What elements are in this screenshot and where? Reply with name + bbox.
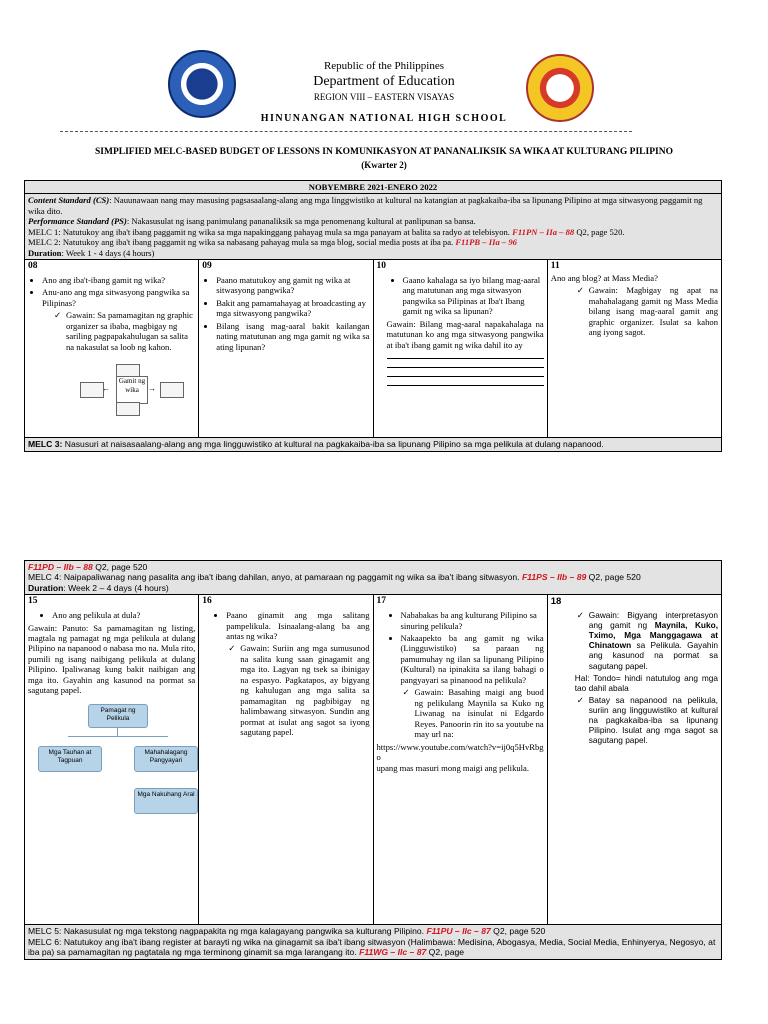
lesson-table-week1 xyxy=(24,180,722,452)
melc5-6-row: MELC 5: Nakasusulat ng mga tekstong nagpapakita ng mga kalagayang pangwika sa kulturang Pilipino. F11PU – IIc – 87 Q2, page 520 MELC 6: Natutukoy ang iba't ibang register at barayti ng wika na ginagamit sa iba't ibang sitwasyon (Halimbawa: Medisina, Abogasya, Media, Social Media, Enhinyerya, Negosyo, at iba pa) sa pamamagitan ng pagtatala ng mga terminong ginamit sa mga larangang ito. F11WG – IIc – 87 Q2, page xyxy=(25,925,722,959)
day-08-cell: 08 • Ano ang iba't-ibang gamit ng wika? • Anu-ano ang mga sitwasyong pangwika sa Pilipinas? ✓ Gawain: Sa pamamagitan ng graphic organizer sa ibaba, magbigay ng sariling pagpapakahulugan sa salita na nakasulat sa loob ng kahon. Gamit ng wika ← → xyxy=(25,260,199,438)
republic-line: Republic of the Philippines xyxy=(323,60,445,72)
lesson-table-week2 xyxy=(24,560,722,960)
day-16-cell: 16 • Paano ginamit ang mga salitang pampelikula. Isinaalang-alang ba ang antas ng wika? ✓ Gawain: Suriin ang mga sumusunod na salita kung saan ginagamit ang mga ito. Lagyan ng tsek sa ibinigay na espasyo. Pagkatapos, ay bigyang ng kahulugan ang mga salita sa pamamagitan ng pagbibigay ng halimbawang sitwasyon. Sundin ang pormat at isulat ang sagot sa iyong sagutang papel. xyxy=(199,595,373,925)
month-header: NOBYEMBRE 2021-ENERO 2022 xyxy=(25,181,722,194)
quarter-label: (Kwarter 2) xyxy=(361,160,407,170)
melc3-row: MELC 3: Nasusuri at naisasaalang-alang ang mga lingguwistiko at kultural na pagkakaiba-iba sa lipunang Pilipino sa mga pelikula at dulang napanood. xyxy=(25,438,722,451)
film-organizer-diagram: Pamagat ng Pelikula Mga Tauhan at Tagpuan Mahahalagang Pangyayari Mga Nakuhang Aral xyxy=(28,696,195,826)
youtube-link[interactable]: https://www.youtube.com/watch?v=ij0q5HvRbgo xyxy=(376,741,544,763)
standards-cell: Content Standard (CS): Nauunawaan nang may masusing pagsasaalang-alang ang mga linggwistiko at kultural na katangian at pagkakaiba-iba sa lipunang Pilipino at mga sitwasyong paggamit ng wika dito. Performance Standard (PS): Nakasusulat ng isang panimulang pananaliksik sa mga penomenang kultural at panlipunan sa bansa. MELC 1: Natutukoy ang iba't ibang paggamit ng wika sa mga napakinggang pahayag mula sa mga panayam at balita sa radyo at telebisyon. F11PN – IIa – 88 Q2, page 520. MELC 2: Natutukoy ang iba't ibang paggamit ng wika sa nabasang pahayag mula sa mga blog, social media posts at iba pa. F11PB – IIa – 96 Duration: Week 1 - 4 days (4 hours) xyxy=(25,194,722,260)
melc4-cell: F11PD – IIb – 88 Q2, page 520 MELC 4: Naipapaliwanag nang pasalita ang iba't ibang dahilan, anyo, at pamaraan ng paggamit ng wika sa iba't ibang sitwasyon. F11PS – IIb – 89 Q2, page 520 Duration: Week 2 – 4 days (4 hours) xyxy=(25,561,722,595)
region-line: REGION VIII – EASTERN VISAYAS xyxy=(313,92,455,102)
day-17-cell: 17 • Nababakas ba ang kulturang Pilipino sa sinuring pelikula? • Nakaapekto ba ang gamit ng wika (Lingguwistiko) sa paraan ng pamumuhay ng ilan sa lipunang Pilipino (Kultural) na ipinakita sa ilang bahagi o pangyayari sa pinanood na pelikula? ✓ Gawain: Basahing maigi ang buod ng pelikulang Maynila sa Kuko ng Liwanag na isinulat ni Edgardo Reyes. Panoorin rin ito sa youtube na may url na: https://www.youtube.com/watch?v=ij0q5HvRbgo upang mas masuri mong maigi ang pelikula. xyxy=(373,595,547,925)
header-divider xyxy=(60,131,632,132)
day-11-cell: 11 Ano ang blog? at Mass Media? ✓ Gawain: Magbigay ng apat na mahahalagang gamit ng Mass Media bilang isang mag-aaral gamit ang graphic organizer. Isulat sa kahon ang iyong sagot. xyxy=(547,260,721,438)
arrow-left-icon: ← xyxy=(102,384,110,394)
day-15-cell: 15 • Ano ang pelikula at dula? Gawain: Panuto: Sa pamamagitan ng listing, magtala ng pamagat ng mga pelikula at dulang Pilipino na napanood o nabasa mo na. Mula rito, pumili ng isang naibigang pelikula at dulang Pilipino. Ipaliwanag kung bakit naibigan ang mga ito. Gayahin ang kasunod na pormat sa sagutang papel. Pamagat ng Pelikula Mga Tauhan at Tagpuan Mahahalagang Pangyayari Mga Nakuhang Aral xyxy=(25,595,199,925)
day-10-cell: 10 • Gaano kahalaga sa iyo bilang mag-aaral ang matutunan ang mga sitwasyon pangwika sa Pilipinas at Iba't Ibang gamit ng wika sa lipunan? Gawain: Bilang mag-aaral napakahalaga na matutunan ko ang mga sitwasyong pangwika at iba't ibang gamit ng wika dahil ito ay xyxy=(373,260,547,438)
day-18-cell: 18 ✓ Gawain: Bigyang interpretasyon ang gamit ng Maynila, Kuko, Tximo, Mga Manggagawa at Chinatown sa Pelikula. Gayahin ang kasunod na pormat sa sagutang papel. Hal: Tondo= hindi natutulog ang mga tao dahil abala ✓ Batay sa napanood na pelikula, suriin ang lingguwistiko at kultural na pagkakaiba-iba sa lipunang Pilipino. Isulat ang mga sagot sa sagutang papel. xyxy=(547,595,721,925)
school-name: HINUNANGAN NATIONAL HIGH SCHOOL xyxy=(260,113,508,124)
department-line: Department of Education xyxy=(313,74,455,89)
page-one xyxy=(0,0,768,450)
graphic-organizer: Gamit ng wika ← → xyxy=(28,354,195,434)
document-title: SIMPLIFIED MELC-BASED BUDGET OF LESSONS IN KOMUNIKASYON AT PANANALIKSIK SA WIKA AT KULTURANG PILIPINO xyxy=(95,147,673,157)
day-09-cell: 09 • Paano matutukoy ang gamit ng wika at sitwasyong pangwika? • Bakit ang pamamahayag at broadcasting ay mga sitwasyong pangwika? • Bilang isang mag-aaral bakit kailangan nating matutunan ang mga gamit ng wika sa ating lipunan? xyxy=(199,260,373,438)
arrow-right-icon: → xyxy=(148,384,156,394)
